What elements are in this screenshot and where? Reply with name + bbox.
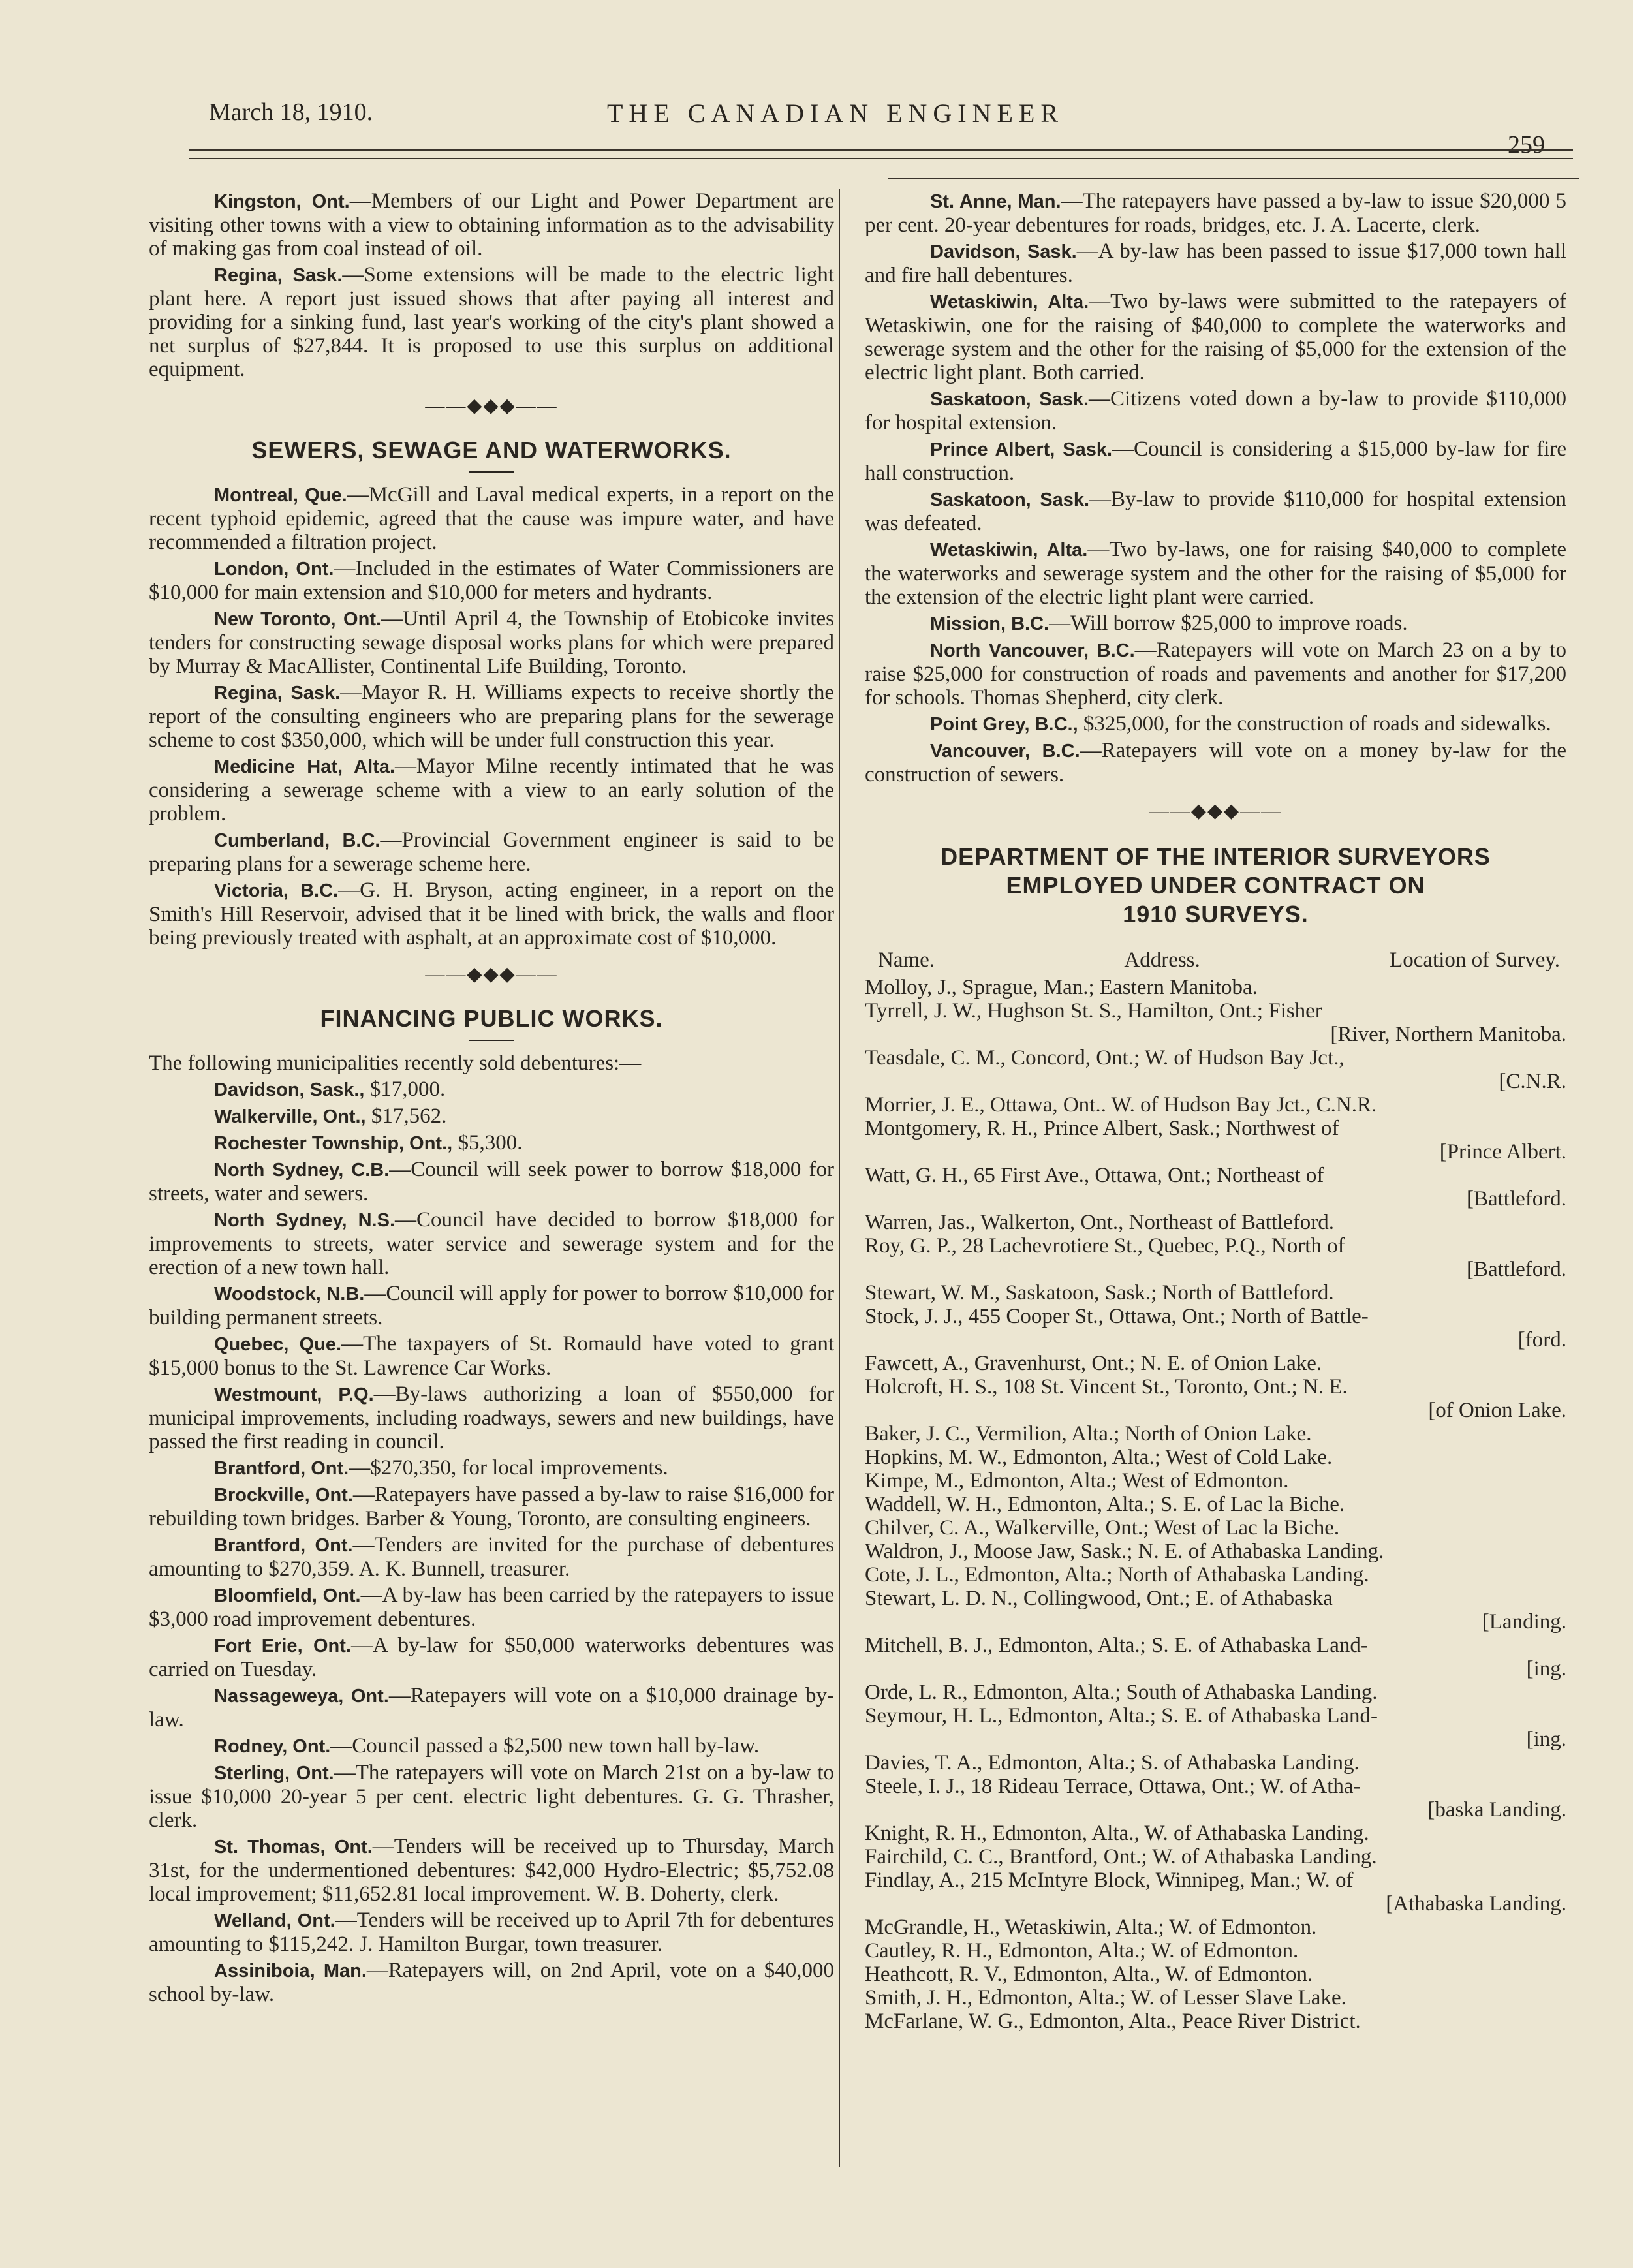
surveyor-entry xyxy=(865,1117,1566,1164)
surveyor-text: Fairchild, C. C., Brantford, Ont.; W. of Athabaska Landing. xyxy=(865,1845,1377,1869)
news-item xyxy=(149,483,834,554)
surveyor-entry xyxy=(865,1563,1566,1587)
surveyor-entry xyxy=(865,1446,1566,1469)
surveyor-text-continued: [Prince Albert. xyxy=(1439,1140,1566,1164)
item-text: —Tenders are invited for the purchase of debentures amounting to $270,359. A. K. Bunnell, treasurer. xyxy=(149,1533,834,1581)
item-place: Brantford, Ont. xyxy=(214,1458,349,1479)
item-text: —Ratepayers will, on 2nd April, vote on a $40,000 school by-law. xyxy=(149,1959,834,2006)
section-ornament: ——◆◆◆—— xyxy=(425,395,558,416)
item-place: Mission, B.C. xyxy=(930,614,1050,634)
surveyor-entry xyxy=(865,2010,1566,2033)
name-column-header: Name. xyxy=(878,948,935,972)
surveyor-entry xyxy=(865,1046,1566,1093)
surveyor-entry xyxy=(865,1587,1566,1634)
surveyor-text-continued: [Battleford. xyxy=(1466,1187,1566,1211)
news-item xyxy=(149,1908,834,1956)
item-text: —Two by-laws were submitted to the ratepayers of Wetaskiwin, one for the raising of $40,000 to complete the waterworks and sewerage system and the other for the raising of $5,000 for the extension of the electric light plant. Both carried. xyxy=(865,290,1566,384)
item-place: Saskatoon, Sask. xyxy=(930,489,1090,510)
item-text: —A by-law for $50,000 waterworks debentures was carried on Tuesday. xyxy=(149,1634,834,1681)
surveyor-entry xyxy=(865,1775,1566,1822)
section-ornament: ——◆◆◆—— xyxy=(1149,800,1283,822)
item-text: —Council have decided to borrow $18,000 for improvements to streets, water service and sewerage system and for the erection of a new town hall. xyxy=(149,1208,834,1279)
survey-heading-line-1: DEPARTMENT OF THE INTERIOR SURVEYORS xyxy=(941,843,1491,870)
surveyor-text: Fawcett, A., Gravenhurst, Ont.; N. E. of Onion Lake. xyxy=(865,1352,1322,1375)
item-text: —Council will apply for power to borrow $10,000 for building permanent streets. xyxy=(149,1282,834,1329)
header-rule-thin xyxy=(189,158,1573,159)
address-column-header: Address. xyxy=(1124,948,1200,972)
item-text: —G. H. Bryson, acting engineer, in a report on the Smith's Hill Reservoir, advised that it be lined with brick, the walls and floor being previously treated with asphalt, at an approximate cost of $10,000. xyxy=(149,878,834,950)
item-text: —A by-law has been carried by the ratepayers to issue $3,000 road improvement debentures. xyxy=(149,1583,834,1631)
item-text: —Some extensions will be made to the electric light plant here. A report just issued shows that after paying all interest and providing for a sinking fund, last year's working of the city's plant showed a net surplus of $27,844. It is proposed to use this surplus on additional equipment. xyxy=(149,263,834,381)
news-item xyxy=(149,681,834,752)
surveyor-entry xyxy=(865,1305,1566,1352)
location-column-header: Location of Survey. xyxy=(1390,948,1560,972)
news-item xyxy=(865,240,1566,287)
item-place: Davidson, Sask. xyxy=(930,241,1077,262)
news-item xyxy=(149,1078,834,1102)
item-text: —Ratepayers have passed a by-law to raise $16,000 for rebuilding town bridges. Barber & Young, Toronto, are consulting engineers. xyxy=(149,1483,834,1530)
item-text: —Included in the estimates of Water Commissioners are $10,000 for main extension and $10,000 for meters and hydrants. xyxy=(149,557,834,604)
surveyor-text: Waldron, J., Moose Jaw, Sask.; N. E. of Athabaska Landing. xyxy=(865,1540,1384,1563)
item-text: —Council is considering a $15,000 by-law for fire hall construction. xyxy=(865,437,1566,485)
surveyor-entry xyxy=(865,1164,1566,1211)
surveyor-text: Stock, J. J., 455 Cooper St., Ottawa, Ont.; North of Battle- xyxy=(865,1305,1369,1328)
surveyor-text-continued: [ing. xyxy=(1526,1728,1566,1751)
news-item xyxy=(149,1282,834,1329)
item-place: London, Ont. xyxy=(214,559,334,580)
surveyor-entry xyxy=(865,999,1566,1046)
news-item xyxy=(865,612,1566,636)
column-divider xyxy=(839,189,840,2167)
surveyor-text: McGrandle, H., Wetaskiwin, Alta.; W. of Edmonton. xyxy=(865,1916,1317,1939)
surveyor-entry xyxy=(865,1939,1566,1963)
surveyor-text-continued: [Battleford. xyxy=(1466,1258,1566,1281)
sewers-heading: SEWERS, SEWAGE AND WATERWORKS. xyxy=(251,437,732,463)
item-text: —Mayor Milne recently intimated that he was considering a sewerage scheme with a view to an early solution of the problem. xyxy=(149,754,834,826)
survey-column-headers xyxy=(865,948,1566,972)
surveyor-text: Knight, R. H., Edmonton, Alta., W. of Athabaska Landing. xyxy=(865,1822,1369,1845)
surveyor-entry xyxy=(865,976,1566,999)
surveyor-text-continued: [baska Landing. xyxy=(1427,1798,1566,1822)
news-item xyxy=(865,290,1566,384)
surveyor-entry xyxy=(865,1211,1566,1234)
surveyor-text: Roy, G. P., 28 Lachevrotiere St., Quebec, P.Q., North of xyxy=(865,1234,1345,1258)
item-text: —The ratepayers will vote on March 21st on a by-law to issue $10,000 20-year 5 per cent. electric light debentures. G. G. Thrasher, clerk. xyxy=(149,1761,835,1832)
news-item xyxy=(149,1483,834,1530)
item-place: Victoria, B.C. xyxy=(214,880,339,901)
surveyor-text: Hopkins, M. W., Edmonton, Alta.; West of Cold Lake. xyxy=(865,1446,1333,1469)
surveyor-entry xyxy=(865,1093,1566,1117)
news-item xyxy=(149,557,834,604)
item-place: Nassageweya, Ont. xyxy=(214,1686,389,1707)
item-text: —The ratepayers have passed a by-law to issue $20,000 5 per cent. 20-year debentures for roads, bridges, etc. J. A. Lacerte, clerk. xyxy=(865,189,1566,237)
item-text: —Ratepayers will vote on March 23 on a by to raise $25,000 for construction of roads and pavements and another for $17,200 for schools. Thomas Shepherd, city clerk. xyxy=(865,638,1566,709)
surveyor-text: Baker, J. C., Vermilion, Alta.; North of Onion Lake. xyxy=(865,1422,1312,1446)
news-item xyxy=(865,488,1566,535)
item-text: —Ratepayers will vote on a $10,000 drainage by-law. xyxy=(149,1684,834,1732)
surveyor-entry xyxy=(865,1822,1566,1845)
surveyor-entry xyxy=(865,1281,1566,1305)
surveyor-text: McFarlane, W. G., Edmonton, Alta., Peace River District. xyxy=(865,2010,1361,2033)
surveyor-text: Molloy, J., Sprague, Man.; Eastern Manitoba. xyxy=(865,976,1258,999)
item-text: —Tenders will be received up to April 7th for debentures amounting to $115,242. J. Hamilton Burgar, town treasurer. xyxy=(149,1908,834,1956)
news-item xyxy=(149,1456,834,1480)
surveyor-entry xyxy=(865,1986,1566,2010)
item-place: Assiniboia, Man. xyxy=(214,1961,367,1981)
item-text: —By-law to provide $110,000 for hospital extension was defeated. xyxy=(865,488,1567,535)
right-column xyxy=(865,189,1566,2033)
news-item xyxy=(149,828,834,876)
item-place: Kingston, Ont. xyxy=(214,191,350,212)
news-item xyxy=(865,387,1566,435)
item-text: —By-laws authorizing a loan of $550,000 for municipal improvements, including roadways, sewers and new buildings, have passed the first reading in council. xyxy=(149,1382,834,1453)
news-item xyxy=(149,1684,834,1732)
news-item xyxy=(149,1734,834,1758)
item-text: —Two by-laws, one for raising $40,000 to complete the waterworks and sewerage system and the other for the raising of $5,000 for the extension of the electric light plant were carried. xyxy=(865,538,1566,609)
news-item xyxy=(865,437,1566,485)
surveyor-entry xyxy=(865,1704,1566,1751)
item-place: Point Grey, B.C., xyxy=(930,714,1078,735)
item-text: —Until April 4, the Township of Etobicoke invites tenders for constructing sewage disposal works plans for which were prepared by Murray & MacAllister, Continental Life Building, Toronto. xyxy=(149,607,834,678)
item-text: —Mayor R. H. Williams expects to receive shortly the report of the consulting engineers who are preparing plans for the sewerage scheme to cost $350,000, which will be under full construction this year. xyxy=(149,681,835,752)
item-place: North Sydney, C.B. xyxy=(214,1160,390,1181)
item-place: Regina, Sask. xyxy=(214,683,341,704)
item-place: Saskatoon, Sask. xyxy=(930,389,1089,410)
item-place: Bloomfield, Ont. xyxy=(214,1585,361,1606)
financing-intro: The following municipalities recently sold debentures:— xyxy=(149,1051,642,1075)
item-place: Wetaskiwin, Alta. xyxy=(930,540,1088,561)
surveyor-text-continued: [ford. xyxy=(1517,1328,1566,1352)
surveyor-text: Stewart, L. D. N., Collingwood, Ont.; E. of Athabaska xyxy=(865,1587,1333,1610)
item-place: Brantford, Ont. xyxy=(214,1535,353,1556)
surveyor-list xyxy=(865,976,1566,2033)
surveyor-text: Kimpe, M., Edmonton, Alta.; West of Edmonton. xyxy=(865,1469,1289,1493)
survey-heading-line-2: EMPLOYED UNDER CONTRACT ON xyxy=(1006,872,1425,899)
surveyor-entry xyxy=(865,1634,1566,1681)
surveyor-entry xyxy=(865,1963,1566,1986)
surveyor-text: Chilver, C. A., Walkerville, Ont.; West of Lac la Biche. xyxy=(865,1516,1340,1540)
item-place: Woodstock, N.B. xyxy=(214,1284,365,1305)
item-place: Cumberland, B.C. xyxy=(214,830,381,851)
item-place: North Vancouver, B.C. xyxy=(930,640,1135,661)
item-place: St. Anne, Man. xyxy=(930,191,1061,212)
section-ornament: ——◆◆◆—— xyxy=(425,963,558,985)
item-text: —Will borrow $25,000 to improve roads. xyxy=(1049,612,1408,635)
heading-rule xyxy=(469,471,514,473)
item-text: —Ratepayers will vote on a money by-law for the construction of sewers. xyxy=(865,739,1566,786)
surveyor-entry xyxy=(865,1469,1566,1493)
right-column-top-rule xyxy=(888,178,1579,179)
item-text: —Tenders will be received up to Thursday, March 31st, for the undermentioned debentures: $42,000 Hydro-Electric; $5,752.08 local improvement; $11,652.81 local improvement. W. B. Doherty, clerk. xyxy=(149,1835,834,1906)
item-text: $17,000. xyxy=(364,1078,446,1101)
item-text: —Members of our Light and Power Department are visiting other towns with a view to obtaining information as to the advisability of making gas from coal instead of oil. xyxy=(149,189,834,260)
news-item xyxy=(149,1761,834,1832)
news-item xyxy=(865,538,1566,609)
news-item xyxy=(865,638,1566,709)
surveyor-entry xyxy=(865,1845,1566,1869)
surveyor-text-continued: [of Onion Lake. xyxy=(1428,1399,1566,1422)
surveyor-text: Orde, L. R., Edmonton, Alta.; South of Athabaska Landing. xyxy=(865,1681,1378,1704)
item-place: Rodney, Ont. xyxy=(214,1736,331,1757)
news-item xyxy=(865,189,1566,237)
running-header xyxy=(209,98,1593,159)
surveyor-text: Tyrrell, J. W., Hughson St. S., Hamilton, Ont.; Fisher xyxy=(865,999,1322,1023)
news-item xyxy=(149,1382,834,1453)
item-text: —Citizens voted down a by-law to provide $110,000 for hospital extension. xyxy=(865,387,1566,435)
surveyor-text: Holcroft, H. S., 108 St. Vincent St., Toronto, Ont.; N. E. xyxy=(865,1375,1348,1399)
item-place: Medicine Hat, Alta. xyxy=(214,756,396,777)
item-place: Rochester Township, Ont., xyxy=(214,1133,453,1154)
issue-date: March 18, 1910. xyxy=(209,99,373,126)
surveyor-entry xyxy=(865,1493,1566,1516)
news-item xyxy=(149,263,834,381)
surveyor-entry xyxy=(865,1352,1566,1375)
news-item xyxy=(149,1131,834,1155)
news-item xyxy=(149,1104,834,1128)
heading-rule xyxy=(469,1040,514,1041)
surveyor-text: Stewart, W. M., Saskatoon, Sask.; North of Battleford. xyxy=(865,1281,1334,1305)
item-text: —Council will seek power to borrow $18,000 for streets, water and sewers. xyxy=(149,1158,834,1205)
news-item xyxy=(149,189,834,260)
news-item xyxy=(865,739,1566,786)
item-place: Brockville, Ont. xyxy=(214,1485,353,1506)
surveyor-text: Cote, J. L., Edmonton, Alta.; North of Athabaska Landing. xyxy=(865,1563,1369,1587)
news-item xyxy=(149,754,834,826)
news-item xyxy=(149,1583,834,1631)
surveyor-text-continued: [Landing. xyxy=(1482,1610,1566,1634)
surveyor-text: Smith, J. H., Edmonton, Alta.; W. of Lesser Slave Lake. xyxy=(865,1986,1346,2010)
item-place: Prince Albert, Sask. xyxy=(930,439,1113,460)
item-text: $5,300. xyxy=(452,1131,523,1155)
item-text: —$270,350, for local improvements. xyxy=(349,1456,668,1480)
item-place: Walkerville, Ont., xyxy=(214,1106,366,1127)
item-place: Wetaskiwin, Alta. xyxy=(930,292,1089,313)
news-item xyxy=(149,607,834,678)
news-item xyxy=(149,1533,834,1581)
surveyor-entry xyxy=(865,1681,1566,1704)
bylaw-items xyxy=(865,189,1566,786)
news-item xyxy=(149,1835,834,1906)
news-item xyxy=(149,1332,834,1380)
sewers-items xyxy=(149,483,834,950)
surveyor-text: Morrier, J. E., Ottawa, Ont.. W. of Hudson Bay Jct., C.N.R. xyxy=(865,1093,1377,1117)
item-text: —A by-law has been passed to issue $17,000 town hall and fire hall debentures. xyxy=(865,240,1566,287)
news-item xyxy=(149,1208,834,1279)
item-text: $325,000, for the construction of roads and sidewalks. xyxy=(1078,712,1551,736)
surveyor-text: Cautley, R. H., Edmonton, Alta.; W. of Edmonton. xyxy=(865,1939,1299,1963)
item-text: —Council passed a $2,500 new town hall by-law. xyxy=(330,1734,760,1758)
item-place: North Sydney, N.S. xyxy=(214,1210,396,1231)
item-place: Welland, Ont. xyxy=(214,1910,335,1931)
item-place: New Toronto, Ont. xyxy=(214,609,382,630)
surveyor-entry xyxy=(865,1869,1566,1916)
journal-title: THE CANADIAN ENGINEER xyxy=(607,99,1065,128)
news-item xyxy=(149,1158,834,1205)
news-item xyxy=(149,1959,834,2006)
light-power-items xyxy=(149,189,834,381)
surveyor-text: Warren, Jas., Walkerton, Ont., Northeast of Battleford. xyxy=(865,1211,1334,1234)
financing-heading: FINANCING PUBLIC WORKS. xyxy=(320,1005,663,1032)
item-text: —McGill and Laval medical experts, in a report on the recent typhoid epidemic, agreed that the cause was impure water, and have recommended a filtration project. xyxy=(149,483,834,554)
surveyor-text: Mitchell, B. J., Edmonton, Alta.; S. E. of Athabaska Land- xyxy=(865,1634,1368,1657)
surveyor-entry xyxy=(865,1751,1566,1775)
surveyor-entry xyxy=(865,1234,1566,1281)
item-place: Fort Erie, Ont. xyxy=(214,1636,351,1656)
surveyor-text: Seymour, H. L., Edmonton, Alta.; S. E. of Athabaska Land- xyxy=(865,1704,1378,1728)
surveyor-entry xyxy=(865,1916,1566,1939)
surveyor-text: Heathcott, R. V., Edmonton, Alta., W. of Edmonton. xyxy=(865,1963,1313,1986)
item-place: Westmount, P.Q. xyxy=(214,1384,374,1405)
news-item xyxy=(149,878,834,950)
surveyor-entry xyxy=(865,1516,1566,1540)
item-place: St. Thomas, Ont. xyxy=(214,1837,373,1857)
left-column xyxy=(149,189,834,2009)
header-rule xyxy=(189,149,1573,151)
item-place: Regina, Sask. xyxy=(214,265,343,286)
page-number: 259 xyxy=(1508,131,1545,159)
item-place: Montreal, Que. xyxy=(214,485,347,506)
surveyor-text: Davies, T. A., Edmonton, Alta.; S. of Athabaska Landing. xyxy=(865,1751,1360,1775)
surveyor-entry xyxy=(865,1422,1566,1446)
surveyor-text-continued: [ing. xyxy=(1526,1657,1566,1681)
surveyor-entry xyxy=(865,1375,1566,1422)
surveyor-text: Steele, I. J., 18 Rideau Terrace, Ottawa, Ont.; W. of Atha- xyxy=(865,1775,1361,1798)
surveyor-text: Watt, G. H., 65 First Ave., Ottawa, Ont.; Northeast of xyxy=(865,1164,1324,1187)
surveyor-text-continued: [River, Northern Manitoba. xyxy=(1330,1023,1566,1046)
item-text: —The taxpayers of St. Romauld have voted to grant $15,000 bonus to the St. Lawrence Car Works. xyxy=(149,1332,834,1380)
survey-heading-line-3: 1910 SURVEYS. xyxy=(1123,901,1309,927)
item-place: Vancouver, B.C. xyxy=(930,741,1080,762)
news-item xyxy=(865,712,1566,736)
item-text: —Provincial Government engineer is said to be preparing plans for a sewerage scheme here. xyxy=(149,828,834,876)
item-text: $17,562. xyxy=(365,1104,447,1128)
item-place: Davidson, Sask., xyxy=(214,1080,365,1100)
surveyor-text: Teasdale, C. M., Concord, Ont.; W. of Hudson Bay Jct., xyxy=(865,1046,1345,1070)
surveyor-text-continued: [C.N.R. xyxy=(1499,1070,1566,1093)
item-place: Quebec, Que. xyxy=(214,1334,342,1355)
item-place: Sterling, Ont. xyxy=(214,1763,334,1784)
surveyor-text-continued: [Athabaska Landing. xyxy=(1386,1892,1566,1916)
financing-items xyxy=(149,1078,834,2006)
surveyor-text: Waddell, W. H., Edmonton, Alta.; S. E. of Lac la Biche. xyxy=(865,1493,1345,1516)
surveyor-text: Montgomery, R. H., Prince Albert, Sask.; Northwest of xyxy=(865,1117,1339,1140)
surveyor-entry xyxy=(865,1540,1566,1563)
news-item xyxy=(149,1634,834,1681)
surveyor-text: Findlay, A., 215 McIntyre Block, Winnipeg, Man.; W. of xyxy=(865,1869,1354,1892)
